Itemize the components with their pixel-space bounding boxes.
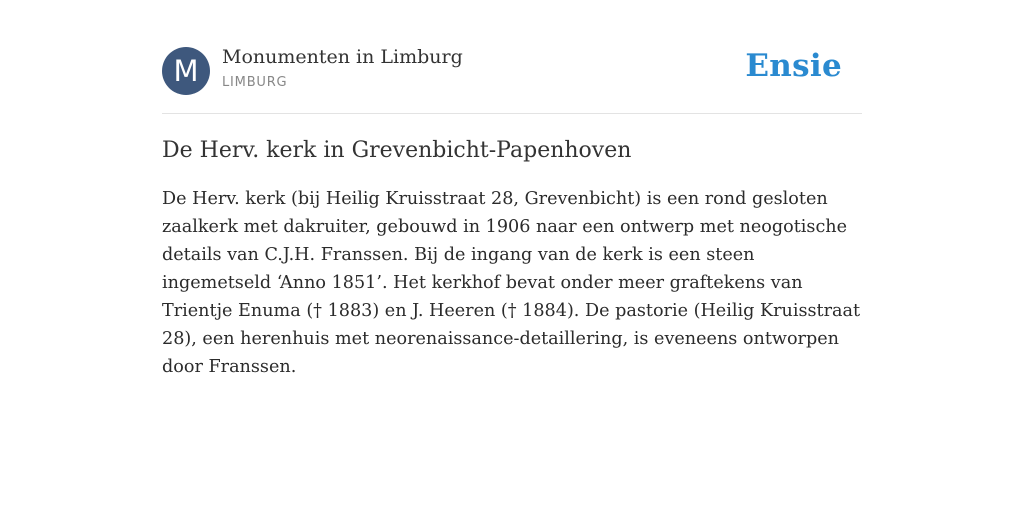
source-avatar[interactable] (162, 47, 210, 95)
entry-header (162, 0, 862, 114)
entry-card (162, 0, 862, 381)
source-title[interactable]: Monumenten in Limburg (222, 46, 463, 68)
entry-body: De Herv. kerk (bij Heilig Kruisstraat 28, Grevenbicht) is een rond gesloten zaalkerk met dakruiter, gebouwd in 1906 naar een ontwerp met neogotische details van C.J.H. Franssen. Bij de ingang van de kerk is een steen ingemetseld ‘Anno 1851’. Het kerkhof bevat onder meer graftekens van Trientje Enuma († 1883) en J. Heeren († 1884). De pastorie (Heilig Kruisstraat 28), een herenhuis met neorenaissance-detaillering, is eveneens ontworpen door Franssen. (162, 189, 861, 377)
source-subtitle: LIMBURG (222, 75, 288, 90)
entry-title: De Herv. kerk in Grevenbicht-Papenhoven (162, 138, 632, 163)
avatar-letter: M (173, 53, 199, 88)
brand-logo[interactable]: Ensie (745, 48, 842, 84)
